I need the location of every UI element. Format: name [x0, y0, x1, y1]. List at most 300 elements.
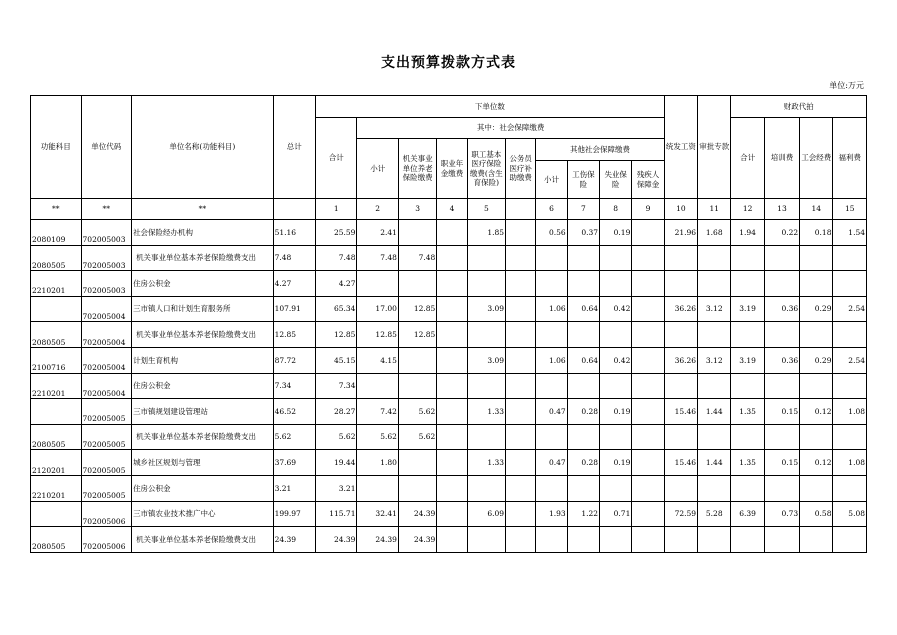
index-cell: **	[31, 199, 82, 220]
value-cell	[632, 399, 664, 425]
header-unemployment: 失业保险	[600, 161, 632, 199]
value-cell: 28.27	[316, 399, 357, 425]
value-cell	[536, 322, 567, 348]
value-cell	[698, 245, 731, 271]
value-cell: 0.19	[600, 220, 632, 246]
value-cell: 1.08	[833, 399, 867, 425]
table-row	[31, 220, 867, 246]
value-cell: 1.85	[467, 220, 505, 246]
value-cell: 0.64	[567, 347, 599, 373]
value-cell: 2.54	[833, 347, 867, 373]
unit-label: 单位:万元	[829, 81, 864, 90]
value-cell	[506, 245, 536, 271]
value-cell: 0.56	[536, 220, 567, 246]
header-func-subject: 功能科目	[31, 96, 82, 199]
value-cell	[506, 527, 536, 553]
value-cell	[698, 373, 731, 399]
value-cell: 0.47	[536, 450, 567, 476]
value-cell: 25.59	[316, 220, 357, 246]
value-cell: 4.27	[273, 271, 315, 297]
value-cell	[536, 424, 567, 450]
value-cell: 1.68	[698, 220, 731, 246]
value-cell	[437, 322, 467, 348]
value-cell: 7.42	[357, 399, 398, 425]
value-cell: 199.97	[273, 501, 315, 527]
unit-code-cell: 702005003	[81, 245, 132, 271]
value-cell	[632, 322, 664, 348]
unit-name-cell: 计划生育机构	[132, 347, 274, 373]
value-cell	[437, 347, 467, 373]
value-cell	[698, 475, 731, 501]
func-subject-cell: 2080505	[31, 245, 82, 271]
index-cell: 14	[800, 199, 833, 220]
value-cell	[731, 424, 764, 450]
value-cell: 0.19	[600, 450, 632, 476]
value-cell: 1.22	[567, 501, 599, 527]
value-cell	[398, 450, 436, 476]
index-cell: 13	[764, 199, 799, 220]
value-cell	[357, 475, 398, 501]
value-cell: 7.34	[273, 373, 315, 399]
value-cell	[567, 424, 599, 450]
value-cell	[437, 424, 467, 450]
value-cell	[567, 475, 599, 501]
unit-name-cell: 机关事业单位基本养老保险缴费支出	[132, 245, 274, 271]
value-cell: 1.35	[731, 399, 764, 425]
value-cell: 0.29	[800, 296, 833, 322]
value-cell: 24.39	[398, 501, 436, 527]
value-cell	[664, 527, 697, 553]
value-cell: 0.12	[800, 399, 833, 425]
unit-code-cell: 702005005	[81, 399, 132, 425]
value-cell: 3.09	[467, 347, 505, 373]
func-subject-cell: 2080109	[31, 220, 82, 246]
page-title: 支出预算拨款方式表	[381, 55, 516, 71]
table-row	[31, 271, 867, 297]
value-cell	[398, 373, 436, 399]
value-cell: 1.08	[833, 450, 867, 476]
value-cell	[632, 424, 664, 450]
value-cell: 1.44	[698, 450, 731, 476]
index-cell: 11	[698, 199, 731, 220]
value-cell	[600, 322, 632, 348]
value-cell: 12.85	[398, 296, 436, 322]
value-cell	[632, 450, 664, 476]
value-cell	[437, 245, 467, 271]
unit-name-cell: 三市镇农业技术推广中心	[132, 501, 274, 527]
value-cell	[800, 424, 833, 450]
value-cell: 0.12	[800, 450, 833, 476]
value-cell: 1.06	[536, 347, 567, 373]
value-cell	[600, 373, 632, 399]
index-cell: 1	[316, 199, 357, 220]
value-cell: 1.06	[536, 296, 567, 322]
value-cell: 0.18	[800, 220, 833, 246]
value-cell	[467, 475, 505, 501]
value-cell	[764, 373, 799, 399]
table-row	[31, 322, 867, 348]
unit-name-cell: 城乡社区规划与管理	[132, 450, 274, 476]
unit-name-cell: 住房公积金	[132, 475, 274, 501]
value-cell	[536, 271, 567, 297]
index-cell: 8	[600, 199, 632, 220]
header-unit-name: 单位名称(功能科目)	[132, 96, 274, 199]
value-cell	[632, 220, 664, 246]
unit-code-cell: 702005003	[81, 220, 132, 246]
value-cell	[398, 475, 436, 501]
value-cell: 5.08	[833, 501, 867, 527]
value-cell	[467, 373, 505, 399]
value-cell: 5.62	[398, 424, 436, 450]
value-cell: 24.39	[357, 527, 398, 553]
value-cell	[731, 527, 764, 553]
header-union: 工会经费	[800, 118, 833, 199]
budget-table	[30, 95, 867, 553]
value-cell: 1.93	[536, 501, 567, 527]
value-cell	[506, 373, 536, 399]
value-cell: 0.36	[764, 296, 799, 322]
value-cell	[632, 347, 664, 373]
value-cell: 0.71	[600, 501, 632, 527]
value-cell	[467, 245, 505, 271]
unit-code-cell: 702005004	[81, 347, 132, 373]
value-cell: 12.85	[398, 322, 436, 348]
value-cell	[506, 322, 536, 348]
value-cell: 32.41	[357, 501, 398, 527]
value-cell	[357, 271, 398, 297]
value-cell	[833, 271, 867, 297]
value-cell: 0.42	[600, 347, 632, 373]
value-cell: 7.48	[357, 245, 398, 271]
unit-name-cell: 三市镇人口和计划生育服务所	[132, 296, 274, 322]
table-row	[31, 450, 867, 476]
value-cell	[437, 501, 467, 527]
value-cell	[567, 527, 599, 553]
index-cell: 15	[833, 199, 867, 220]
value-cell	[567, 373, 599, 399]
header-disability: 残疾人保障金	[632, 161, 664, 199]
value-cell	[600, 527, 632, 553]
value-cell	[506, 501, 536, 527]
value-cell	[800, 475, 833, 501]
value-cell	[437, 220, 467, 246]
value-cell	[731, 373, 764, 399]
value-cell: 24.39	[273, 527, 315, 553]
value-cell	[398, 271, 436, 297]
unit-code-cell: 702005004	[81, 296, 132, 322]
value-cell	[664, 322, 697, 348]
value-cell: 2.54	[833, 296, 867, 322]
unit-code-cell: 702005005	[81, 450, 132, 476]
func-subject-cell: 2210201	[31, 271, 82, 297]
value-cell	[833, 245, 867, 271]
index-cell: 10	[664, 199, 697, 220]
value-cell	[698, 271, 731, 297]
value-cell	[764, 527, 799, 553]
value-cell: 15.46	[664, 399, 697, 425]
value-cell	[467, 424, 505, 450]
header-welfare: 福利费	[833, 118, 867, 199]
unit-code-cell: 702005005	[81, 475, 132, 501]
value-cell: 0.15	[764, 399, 799, 425]
value-cell: 1.54	[833, 220, 867, 246]
unit-code-cell: 702005003	[81, 271, 132, 297]
table-row	[31, 347, 867, 373]
value-cell: 65.34	[316, 296, 357, 322]
value-cell	[664, 245, 697, 271]
value-cell	[698, 322, 731, 348]
value-cell: 7.34	[316, 373, 357, 399]
value-cell: 37.69	[273, 450, 315, 476]
value-cell	[664, 424, 697, 450]
value-cell: 51.16	[273, 220, 315, 246]
value-cell	[437, 527, 467, 553]
value-cell: 72.59	[664, 501, 697, 527]
value-cell	[800, 271, 833, 297]
index-row	[31, 199, 867, 220]
value-cell: 5.62	[273, 424, 315, 450]
value-cell: 45.15	[316, 347, 357, 373]
value-cell	[536, 527, 567, 553]
value-cell: 7.48	[316, 245, 357, 271]
unit-name-cell: 住房公积金	[132, 271, 274, 297]
value-cell: 0.42	[600, 296, 632, 322]
value-cell	[800, 527, 833, 553]
func-subject-cell: 2080505	[31, 322, 82, 348]
value-cell	[506, 399, 536, 425]
func-subject-cell: 2210201	[31, 373, 82, 399]
value-cell	[800, 245, 833, 271]
value-cell	[764, 245, 799, 271]
value-cell	[632, 296, 664, 322]
value-cell: 107.91	[273, 296, 315, 322]
value-cell	[506, 450, 536, 476]
index-cell: 3	[398, 199, 436, 220]
value-cell	[800, 373, 833, 399]
value-cell	[437, 475, 467, 501]
value-cell: 4.15	[357, 347, 398, 373]
value-cell: 7.48	[273, 245, 315, 271]
value-cell: 12.85	[273, 322, 315, 348]
value-cell	[731, 271, 764, 297]
value-cell: 5.62	[357, 424, 398, 450]
table-row	[31, 424, 867, 450]
table-row	[31, 501, 867, 527]
index-cell: 7	[567, 199, 599, 220]
value-cell	[833, 424, 867, 450]
value-cell: 5.62	[316, 424, 357, 450]
value-cell	[567, 322, 599, 348]
value-cell	[467, 271, 505, 297]
value-cell: 17.00	[357, 296, 398, 322]
value-cell: 12.85	[316, 322, 357, 348]
value-cell: 0.36	[764, 347, 799, 373]
header-inst-pension: 机关事业单位养老保险缴费	[398, 139, 436, 199]
value-cell: 3.12	[698, 347, 731, 373]
value-cell: 0.47	[536, 399, 567, 425]
value-cell	[467, 527, 505, 553]
value-cell: 0.64	[567, 296, 599, 322]
header-wage: 统发工资	[664, 96, 697, 199]
table-row	[31, 296, 867, 322]
func-subject-cell: 2100716	[31, 347, 82, 373]
value-cell	[600, 475, 632, 501]
value-cell	[437, 450, 467, 476]
value-cell: 21.96	[664, 220, 697, 246]
value-cell: 87.72	[273, 347, 315, 373]
unit-code-cell: 702005005	[81, 424, 132, 450]
value-cell: 3.19	[731, 296, 764, 322]
value-cell	[833, 527, 867, 553]
value-cell	[567, 245, 599, 271]
value-cell: 115.71	[316, 501, 357, 527]
value-cell: 0.28	[567, 450, 599, 476]
header-training: 培训费	[764, 118, 799, 199]
value-cell	[506, 220, 536, 246]
header-subtotal: 合计	[316, 118, 357, 199]
func-subject-cell	[31, 399, 82, 425]
value-cell: 1.94	[731, 220, 764, 246]
header-other-ss: 其他社会保障缴费	[536, 139, 664, 161]
table-row	[31, 475, 867, 501]
value-cell: 1.80	[357, 450, 398, 476]
index-cell	[506, 199, 536, 220]
value-cell	[764, 271, 799, 297]
unit-name-cell: 社会保险经办机构	[132, 220, 274, 246]
value-cell	[731, 245, 764, 271]
header-social-security: 其中：社会保障缴费	[357, 118, 664, 139]
unit-code-cell: 702005004	[81, 322, 132, 348]
value-cell: 2.41	[357, 220, 398, 246]
value-cell	[567, 271, 599, 297]
value-cell: 24.39	[398, 527, 436, 553]
value-cell: 24.39	[316, 527, 357, 553]
header-fa-subtotal: 合计	[731, 118, 764, 199]
value-cell: 3.21	[316, 475, 357, 501]
index-cell: **	[132, 199, 274, 220]
unit-name-cell: 三市镇规划建设管理站	[132, 399, 274, 425]
value-cell: 3.21	[273, 475, 315, 501]
header-other-subtotal: 小计	[536, 161, 567, 199]
value-cell: 19.44	[316, 450, 357, 476]
value-cell: 0.28	[567, 399, 599, 425]
header-total: 总计	[273, 96, 315, 199]
value-cell	[833, 373, 867, 399]
value-cell	[632, 373, 664, 399]
value-cell	[664, 475, 697, 501]
value-cell	[536, 373, 567, 399]
header-occupational-annuity: 职业年金缴费	[437, 139, 467, 199]
value-cell	[437, 296, 467, 322]
value-cell	[506, 424, 536, 450]
unit-name-cell: 机关事业单位基本养老保险缴费支出	[132, 322, 274, 348]
value-cell	[506, 296, 536, 322]
value-cell: 3.09	[467, 296, 505, 322]
unit-code-cell: 702005004	[81, 373, 132, 399]
index-cell: 2	[357, 199, 398, 220]
value-cell	[506, 271, 536, 297]
func-subject-cell: 2210201	[31, 475, 82, 501]
unit-code-cell: 702005006	[81, 501, 132, 527]
index-cell: 6	[536, 199, 567, 220]
table-row	[31, 373, 867, 399]
value-cell	[764, 424, 799, 450]
value-cell	[833, 322, 867, 348]
table-row	[31, 399, 867, 425]
value-cell	[764, 475, 799, 501]
value-cell: 15.46	[664, 450, 697, 476]
value-cell	[698, 424, 731, 450]
value-cell: 1.33	[467, 450, 505, 476]
value-cell	[764, 322, 799, 348]
value-cell: 3.12	[698, 296, 731, 322]
value-cell	[600, 424, 632, 450]
value-cell: 46.52	[273, 399, 315, 425]
value-cell	[664, 271, 697, 297]
value-cell: 0.15	[764, 450, 799, 476]
value-cell	[632, 475, 664, 501]
func-subject-cell: 2080505	[31, 527, 82, 553]
header-injury: 工伤保险	[567, 161, 599, 199]
func-subject-cell	[31, 296, 82, 322]
index-cell: 12	[731, 199, 764, 220]
index-cell: 5	[467, 199, 505, 220]
func-subject-cell: 2080505	[31, 424, 82, 450]
value-cell: 5.28	[698, 501, 731, 527]
value-cell: 12.85	[357, 322, 398, 348]
value-cell: 6.39	[731, 501, 764, 527]
value-cell	[731, 475, 764, 501]
value-cell: 1.35	[731, 450, 764, 476]
value-cell	[506, 347, 536, 373]
value-cell	[437, 271, 467, 297]
table-row	[31, 527, 867, 553]
value-cell: 0.29	[800, 347, 833, 373]
value-cell	[398, 347, 436, 373]
value-cell: 1.44	[698, 399, 731, 425]
value-cell: 4.27	[316, 271, 357, 297]
value-cell	[600, 245, 632, 271]
value-cell	[664, 373, 697, 399]
header-civil-medical: 公务员医疗补助缴费	[506, 139, 536, 199]
value-cell	[357, 373, 398, 399]
value-cell: 0.37	[567, 220, 599, 246]
value-cell	[632, 245, 664, 271]
value-cell	[632, 527, 664, 553]
header-ss-subtotal: 小计	[357, 139, 398, 199]
value-cell	[632, 501, 664, 527]
value-cell	[536, 245, 567, 271]
header-finance-agency: 财政代拍	[731, 96, 867, 118]
value-cell	[536, 475, 567, 501]
value-cell	[437, 373, 467, 399]
value-cell	[600, 271, 632, 297]
header-unit-code: 单位代码	[81, 96, 132, 199]
func-subject-cell	[31, 501, 82, 527]
value-cell	[506, 475, 536, 501]
index-cell: **	[81, 199, 132, 220]
header-special: 审批专款	[698, 96, 731, 199]
value-cell: 0.22	[764, 220, 799, 246]
value-cell: 36.26	[664, 296, 697, 322]
value-cell: 36.26	[664, 347, 697, 373]
header-medical: 职工基本医疗保险缴费(含生育保险)	[467, 139, 505, 199]
unit-name-cell: 机关事业单位基本养老保险缴费支出	[132, 424, 274, 450]
value-cell: 1.33	[467, 399, 505, 425]
value-cell	[698, 527, 731, 553]
value-cell: 3.19	[731, 347, 764, 373]
unit-name-cell: 机关事业单位基本养老保险缴费支出	[132, 527, 274, 553]
